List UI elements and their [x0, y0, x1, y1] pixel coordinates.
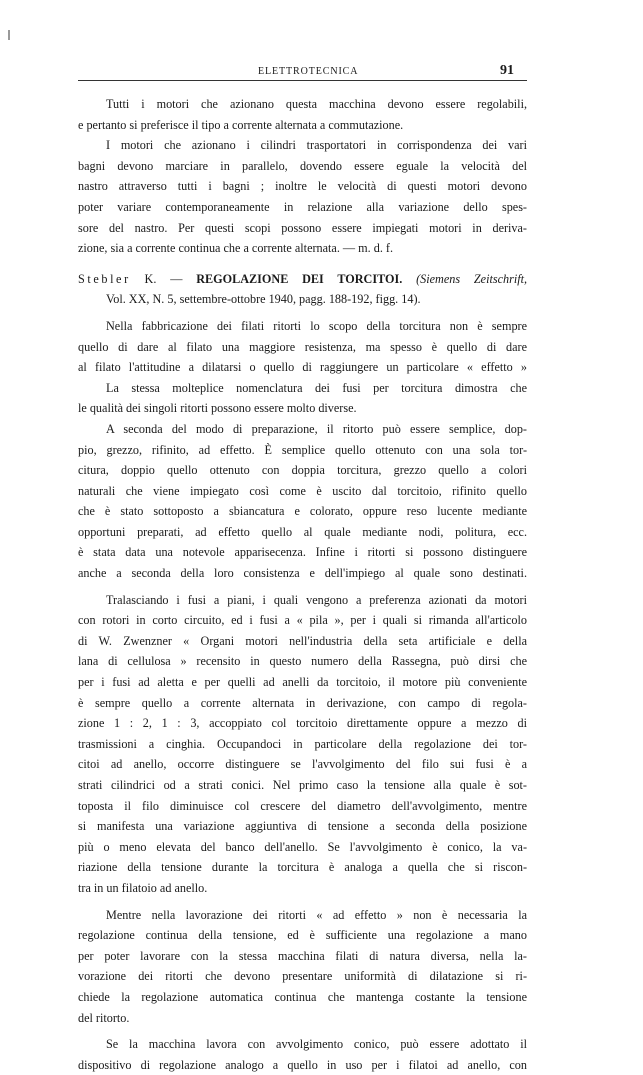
text-line: del ritorto.	[78, 1010, 130, 1025]
text-line: Tralasciando i fusi a piani, i quali vengono a preferenza azionati da motori	[106, 592, 527, 607]
article-heading-line	[78, 269, 527, 290]
text-line: poter variare contemporaneamente in relazione alla variazione dello spes-	[78, 199, 527, 214]
paragraph-ritorti-effetto	[78, 905, 527, 1029]
paragraph-avvolgimento-conico	[78, 1034, 527, 1075]
text-line: citura, doppio quello ottenuto con doppia torcitura, grezzo quello a colori	[78, 463, 527, 478]
text-line: bagni devono marciare in parallelo, dovendo essere eguale la velocità del	[78, 158, 527, 173]
paragraph-torcitura-intro	[78, 316, 527, 584]
text-line: regolazione continua della tensione, ed è sufficiente una regolazione a mano	[78, 928, 527, 943]
text-line: si manifesta una variazione aggiuntiva di tensione a seconda della posizione	[78, 819, 527, 834]
page-number: 91	[500, 63, 514, 78]
text-line: opportuni preparati, ad effetto quello al quale mediante nodi, politura, ecc.	[78, 524, 527, 539]
text-line: riazione della tensione durante la torcitura è analoga a quella che si riscon-	[78, 860, 527, 875]
text-line: naturali che viene impiegato così come è uscito dal torcitoio, rifinito quello	[78, 483, 527, 498]
text-line: è sempre quello a corrente alternata in derivazione, con campo di regola-	[78, 695, 527, 710]
text-line: strati cilindrici od a strati conici. Nel primo caso la tensione alla quale è sot-	[78, 778, 527, 792]
article-body	[78, 94, 527, 1075]
text-line: per i fusi ad aletta e per quelli ad anelli da torcitoio, il motore più conveniente	[78, 675, 527, 690]
text-line: per poter lavorare con la stessa macchina filati di natura diversa, nella la-	[78, 948, 527, 963]
article-heading	[78, 269, 527, 310]
text-line: trasmissioni a cinghia. Occupandoci in particolare della regolazione dei tor-	[78, 736, 527, 751]
text-line: Mentre nella lavorazione dei ritorti « ad effetto » non è necessaria la	[106, 907, 527, 922]
text-line: che è stato sottoposto a sbiancatura e colorato, oppure reso lucente mediante	[78, 504, 527, 519]
text-line: lana di cellulosa » recensito in questo numero della Rassegna, può dirsi che	[78, 654, 527, 669]
paragraph-previous-abstract	[78, 94, 527, 259]
text-line: zione, sia a corrente continua che a corrente alternata. — m. d. f.	[78, 241, 394, 256]
text-line: A seconda del modo di preparazione, il ritorto può essere semplice, dop-	[106, 421, 527, 436]
text-line: La stessa molteplice nomenclatura dei fusi per torcitura dimostra che	[106, 380, 527, 395]
margin-mark	[8, 30, 10, 40]
text-line: più o meno elevata del banco dell'anello. Se l'avvolgimento è conico, la va-	[78, 839, 527, 854]
text-line: sore del nastro. Per questi scopi possono essere impiegati motori in deriva-	[78, 220, 527, 235]
text-line: tra in un filatoio ad anello.	[78, 880, 208, 895]
author-initial: K.	[144, 271, 157, 286]
text-line: zione 1 : 2, 1 : 3, accoppiato col torcitoio direttamente oppure a mezzo di	[78, 716, 527, 731]
text-line: di W. Zwenzner « Organi motori nell'industria della seta artificiale e della	[78, 633, 527, 648]
header-rule	[78, 80, 527, 81]
text-line: e pertanto si preferisce il tipo a corrente alternata a commutazione.	[78, 117, 404, 132]
text-line: vorazione dei ritorti che devono presentare uniformità di dilatazione si ri-	[78, 969, 527, 984]
text-line: anche a seconda della loro consistenza e dell'impiego al quale sono destinati.	[78, 566, 527, 581]
running-header-title: ELETTROTECNICA	[258, 66, 359, 77]
text-line: quello di dare al filato una maggiore resistenza, ma spesso è quello di dare	[78, 339, 527, 354]
text-line: Nella fabbricazione dei filati ritorti lo scopo della torcitura non è sempre	[106, 318, 527, 333]
text-line: al filato l'attitudine a dilatarsi o quello di raggiungere un particolare « effetto »	[78, 360, 527, 375]
text-line: toposta il filo diminuisce col crescere del diametro dell'avvolgimento, mentre	[78, 798, 527, 813]
text-line: chiede la regolazione automatica continua che mantenga costante la tensione	[78, 989, 527, 1004]
text-line: Se la macchina lavora con avvolgimento conico, può essere adottato il	[106, 1037, 527, 1052]
article-title: REGOLAZIONE DEI TORCITOI.	[196, 271, 403, 286]
article-source: (Siemens Zeitschrift,	[416, 271, 528, 286]
text-line: le qualità dei singoli ritorti possono essere molto diverse.	[78, 401, 357, 416]
text-line: citoi ad anello, occorre distinguere se l'avvolgimento del filo sui fusi è a	[78, 757, 527, 772]
text-line: nastro attraverso tutti i bagni ; inoltre le velocità di questi motori devono	[78, 179, 527, 194]
heading-dash: —	[170, 271, 183, 286]
text-line: è stata data una notevole apparisecenza. Infine i ritorti si possono distinguere	[78, 545, 527, 560]
author-name: Stebler	[78, 271, 131, 286]
text-line: Tutti i motori che azionano questa macchina devono essere regolabili,	[106, 97, 527, 111]
text-line: I motori che azionano i cilindri trasportatori in corrispondenza dei vari	[106, 138, 527, 153]
article-reference: Vol. XX, N. 5, settembre-ottobre 1940, pagg. 188-192, figg. 14).	[106, 292, 421, 307]
paragraph-fusi	[78, 590, 527, 899]
text-line: pio, grezzo, rifinito, ad effetto. È semplice quello ottenuto con una sola tor-	[78, 442, 527, 457]
text-line: dispositivo di regolazione analogo a quello in uso per i filatoi ad anello, con	[78, 1057, 527, 1072]
text-line: con rotori in corto circuito, ed i fusi a « pila », per i quali si rimanda all'articolo	[78, 613, 527, 628]
